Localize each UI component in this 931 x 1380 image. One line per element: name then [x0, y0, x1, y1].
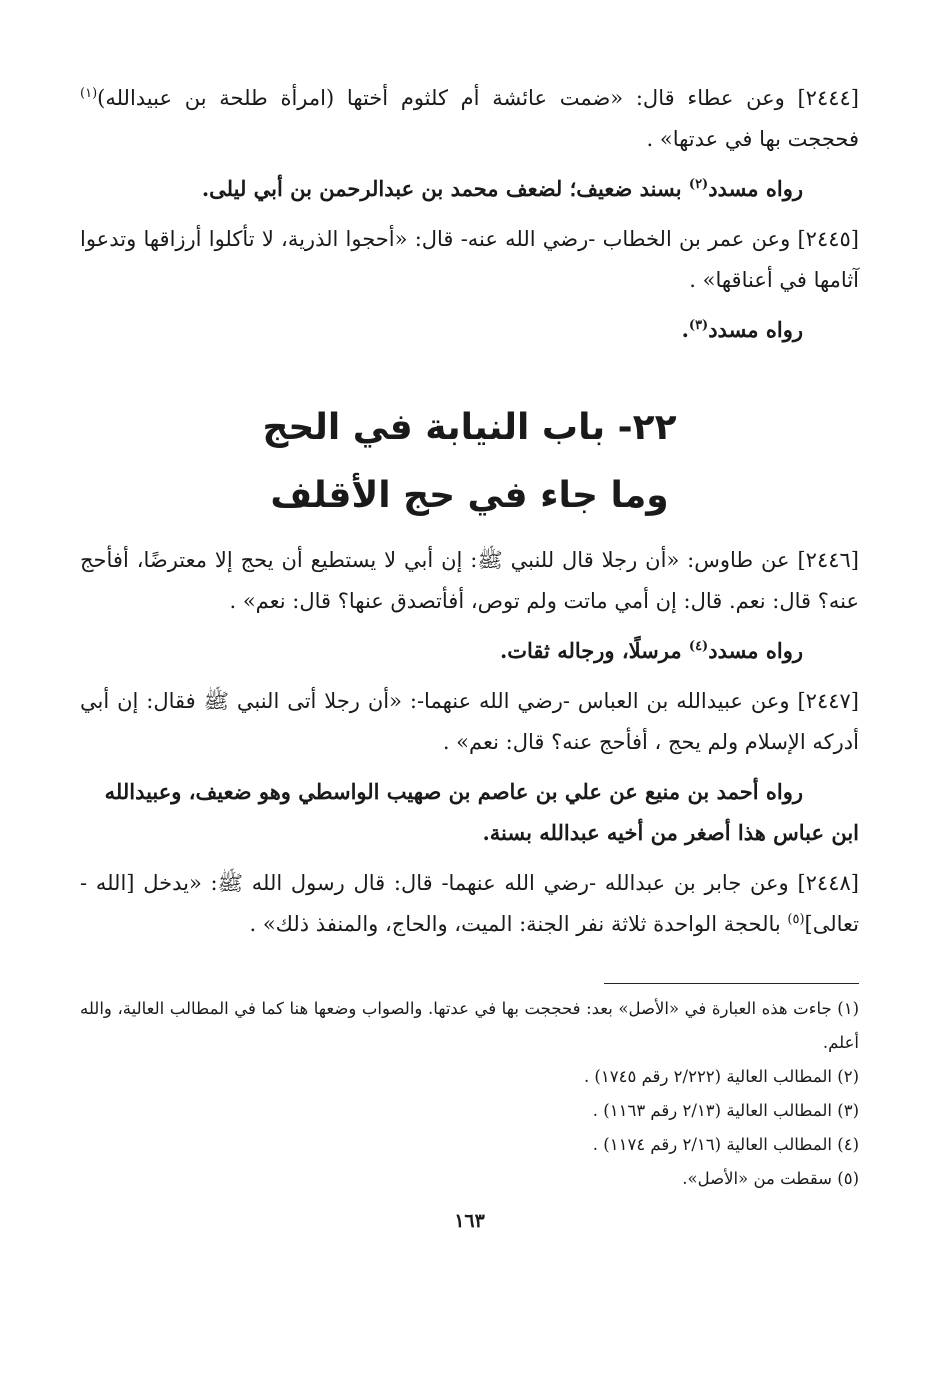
hadith-text: وعن عبيدالله بن العباس -رضي الله عنهما-: «أن رجلا أتى النبي ﷺ فقال: إن أبي أدركه الإسلام ولم يحج ، أفأحج عنه؟ قال: نعم» . — [80, 689, 859, 754]
footnote-1: (١) جاءت هذه العبارة في «الأصل» بعد: فحججت بها في عدتها. والصواب وضعها هنا كما في المطالب العالية، والله أعلم. — [80, 999, 859, 1052]
hadith-number: [٢٤٤٥] — [797, 227, 859, 251]
footnote-ref: (٢) — [688, 177, 709, 192]
hadith-text-cont: بالحجة الواحدة ثلاثة نفر الجنة: الميت، والحاج، والمنفذ ذلك» . — [249, 912, 788, 936]
narration-text: رواه مسدد — [708, 638, 803, 663]
footnote-ref: (١) — [80, 86, 98, 101]
narration-2445 — [80, 309, 859, 350]
narration-text: رواه مسدد — [708, 176, 803, 201]
footnote-4: (٤) المطالب العالية (٢/١٦ رقم ١١٧٤) . — [592, 1135, 859, 1154]
hadith-text: عن طاوس: «أن رجلا قال للنبي ﷺ: إن أبي لا يستطيع أن يحج إلا معترضًا، أفأحج عنه؟ قال: نعم. قال: إن أمي ماتت ولم توص، أفأتصدق عنها؟ قال: نعم» . — [80, 548, 859, 613]
hadith-2444 — [80, 78, 859, 160]
book-page — [80, 78, 859, 1380]
narration-text: رواه أحمد بن منيع عن علي بن عاصم بن صهيب الواسطي وهو ضعيف، وعبيدالله ابن عباس هذا أصغر من أخيه عبدالله بسنة. — [104, 779, 859, 845]
footnotes — [80, 992, 859, 1196]
hadith-number: [٢٤٤٦] — [797, 548, 859, 572]
hadith-number: [٢٤٤٧] — [797, 689, 859, 713]
hadith-2446 — [80, 540, 859, 622]
hadith-text: وعن جابر بن عبدالله -رضي الله عنهما- قال: قال رسول الله ﷺ: «يدخل [الله - تعالى] — [80, 871, 859, 936]
chapter-title: ٢٢- باب النيابة في الحج — [262, 407, 677, 448]
footnote-5: (٥) سقطت من «الأصل». — [682, 1169, 859, 1188]
hadith-text-cont: فحججت بها في عدتها» . — [646, 127, 859, 151]
footnote-ref: (٤) — [688, 639, 709, 654]
narration-2444 — [80, 168, 859, 209]
hadith-number: [٢٤٤٨] — [797, 871, 859, 895]
hadith-text: وعن عمر بن الخطاب -رضي الله عنه- قال: «أحجوا الذرية، لا تأكلوا أرزاقها وتدعوا آثامها في أعناقها» . — [80, 227, 859, 292]
narration-2446 — [80, 630, 859, 671]
hadith-text: وعن عطاء قال: «ضمت عائشة أم كلثوم أختها (امرأة طلحة بن عبيدالله) — [97, 86, 785, 110]
hadith-2447 — [80, 681, 859, 763]
chapter-heading — [80, 394, 859, 530]
chapter-subtitle: وما جاء في حج الأقلف — [270, 475, 669, 516]
footnote-ref: (٥) — [787, 912, 805, 927]
narration-text: رواه مسدد — [708, 317, 803, 342]
page-number: ١٦٣ — [454, 1210, 485, 1232]
footnote-3: (٣) المطالب العالية (٢/١٣ رقم ١١٦٣) . — [592, 1101, 859, 1120]
hadith-2448 — [80, 863, 859, 945]
footnote-divider — [604, 983, 859, 984]
footnote-ref: (٣) — [688, 318, 709, 333]
hadith-2445 — [80, 219, 859, 301]
narration-text-cont: . — [681, 317, 689, 342]
hadith-number: [٢٤٤٤] — [797, 86, 859, 110]
narration-text-cont: بسند ضعيف؛ لضعف محمد بن عبدالرحمن بن أبي ليلى. — [201, 176, 689, 201]
narration-2447 — [80, 771, 859, 853]
narration-text-cont: مرسلًا، ورجاله ثقات. — [499, 638, 689, 663]
footnote-2: (٢) المطالب العالية (٢/٢٢٢ رقم ١٧٤٥) . — [583, 1067, 859, 1086]
